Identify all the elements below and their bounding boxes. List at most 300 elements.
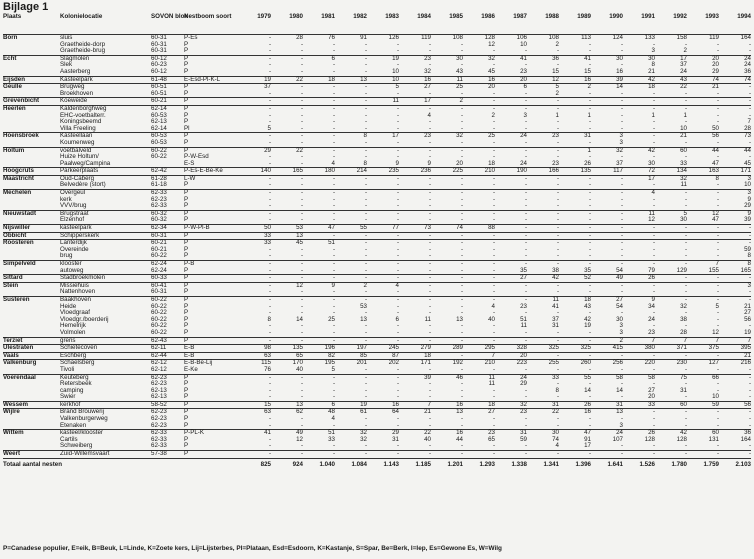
value-cell: - xyxy=(396,61,399,69)
value-cell: 235 xyxy=(367,168,399,176)
tree-cell: P xyxy=(184,147,239,154)
plaats-cell: Wijlre xyxy=(3,409,60,416)
location-cell: Eschberg xyxy=(60,352,151,360)
value-cell: - xyxy=(655,225,687,233)
value-cell: - xyxy=(239,98,271,106)
value-cell: 107 xyxy=(612,435,623,443)
value-cell: - xyxy=(527,282,559,289)
plaats-cell xyxy=(3,416,60,423)
value-cell: 195 xyxy=(303,360,335,367)
value-cell: - xyxy=(268,181,271,189)
value-cell: - xyxy=(300,124,303,132)
value-cell: - xyxy=(559,352,591,360)
sovon-cell: 60-22 xyxy=(151,252,167,260)
value-cell: - xyxy=(620,181,623,189)
value-cell: - xyxy=(495,98,527,106)
value-cell: - xyxy=(460,118,463,126)
value-cell: - xyxy=(303,275,335,283)
location-cell: klooster xyxy=(60,261,151,268)
value-cell: - xyxy=(460,421,463,429)
value-cell: - xyxy=(364,216,367,224)
value-cell: - xyxy=(687,352,719,360)
value-cell: - xyxy=(364,266,367,274)
value-cell: - xyxy=(591,232,623,240)
value-cell: - xyxy=(463,105,495,112)
total-value: 1.759 xyxy=(687,458,719,471)
table-row xyxy=(3,367,751,374)
value-cell: 31 xyxy=(680,386,687,394)
value-cell: - xyxy=(460,415,463,423)
value-cell: 56 xyxy=(687,133,719,140)
value-cell: - xyxy=(428,40,431,48)
plaats-cell: Echt xyxy=(3,55,60,62)
sovon-cell: 62-33 xyxy=(151,190,184,197)
value-cell: 82 xyxy=(303,352,335,360)
tree-cell: P xyxy=(184,451,239,459)
table-row xyxy=(3,113,751,120)
value-cell: - xyxy=(271,190,303,197)
value-cell: 21 xyxy=(744,302,751,310)
table-row xyxy=(3,62,751,69)
value-cell: - xyxy=(396,47,399,55)
value-cell: - xyxy=(591,225,623,233)
total-row xyxy=(3,458,751,471)
value-cell: 295 xyxy=(463,345,495,353)
total-value: 1.293 xyxy=(463,458,495,471)
value-cell: - xyxy=(524,195,527,203)
value-cell: - xyxy=(367,337,399,345)
value-cell: 7 xyxy=(399,401,431,409)
value-cell: 91 xyxy=(584,435,591,443)
location-cell: Brand Brouwerij xyxy=(60,409,151,416)
value-cell: - xyxy=(428,61,431,69)
table-row xyxy=(3,91,751,98)
value-cell: - xyxy=(588,61,591,69)
value-cell: 44 xyxy=(719,147,751,154)
value-cell: - xyxy=(239,190,271,197)
sovon-cell: 62-23 xyxy=(151,374,184,381)
value-cell: 35 xyxy=(520,266,527,274)
value-cell: 170 xyxy=(271,360,303,367)
value-cell: 26 xyxy=(623,275,655,283)
value-cell: 42 xyxy=(623,147,655,154)
value-cell: 12 xyxy=(271,282,303,289)
value-cell: - xyxy=(495,225,527,233)
value-cell: - xyxy=(591,240,623,247)
value-cell: 13 xyxy=(360,315,367,323)
value-cell: 7 xyxy=(655,337,687,345)
value-cell: - xyxy=(623,451,655,459)
value-cell: - xyxy=(460,40,463,48)
total-value: 1.201 xyxy=(431,458,463,471)
value-cell: 9 xyxy=(623,296,655,303)
value-cell: 12 xyxy=(712,328,719,336)
value-cell: - xyxy=(684,202,687,210)
col-year: 1992 xyxy=(673,13,687,20)
value-cell: - xyxy=(396,195,399,203)
value-cell: 4 xyxy=(427,111,431,119)
value-cell: - xyxy=(300,442,303,450)
location-cell: Lanterdijk xyxy=(60,240,151,247)
value-cell: - xyxy=(396,421,399,429)
value-cell: 36 xyxy=(527,55,559,62)
value-cell: - xyxy=(559,451,591,459)
tree-cell: P-Es xyxy=(184,34,198,41)
value-cell: 42 xyxy=(623,76,655,84)
value-cell: - xyxy=(268,322,271,330)
value-cell: 31 xyxy=(495,430,527,437)
table-row xyxy=(3,304,751,311)
value-cell: 35 xyxy=(584,266,591,274)
table-row xyxy=(3,55,751,62)
value-cell: 32 xyxy=(424,67,431,75)
value-cell: - xyxy=(559,261,591,268)
value-cell: - xyxy=(716,118,719,126)
value-cell: - xyxy=(399,261,431,268)
value-cell: 31 xyxy=(591,401,623,409)
value-cell: 115 xyxy=(239,360,271,367)
value-cell: - xyxy=(716,40,719,48)
value-cell: - xyxy=(684,138,687,146)
sovon-cell: 62-14 xyxy=(151,124,167,132)
value-cell: - xyxy=(303,133,335,140)
table-row xyxy=(3,161,751,168)
value-cell: 2 xyxy=(491,111,495,119)
value-cell: - xyxy=(431,337,463,345)
value-cell: 29 xyxy=(239,147,271,154)
value-cell: - xyxy=(620,216,623,224)
value-cell: - xyxy=(655,409,687,416)
value-cell: 98 xyxy=(239,345,271,353)
value-cell: - xyxy=(271,105,303,112)
tree-cell: P xyxy=(184,181,189,189)
value-cell: - xyxy=(588,421,591,429)
tree-cell: P xyxy=(184,40,189,48)
value-cell: 43 xyxy=(655,76,687,84)
value-cell: - xyxy=(588,40,591,48)
value-cell: 42 xyxy=(584,315,591,323)
sovon-cell: 62-43 xyxy=(151,337,184,345)
location-cell: Paalweg/Campina xyxy=(60,159,111,167)
value-cell: - xyxy=(556,288,559,296)
value-cell: 220 xyxy=(623,360,655,367)
value-cell: - xyxy=(591,261,623,268)
value-cell: 28 xyxy=(744,124,751,132)
value-cell: - xyxy=(396,153,399,161)
value-cell: - xyxy=(527,337,559,345)
value-cell: - xyxy=(399,451,431,459)
value-cell: - xyxy=(396,302,399,310)
value-cell: - xyxy=(559,282,591,289)
value-cell: 2 xyxy=(559,84,591,91)
value-cell: - xyxy=(620,195,623,203)
tree-cell: P-Es-E-Be-Ke xyxy=(184,168,239,176)
value-cell: - xyxy=(716,322,719,330)
value-cell: 87 xyxy=(367,352,399,360)
value-cell: - xyxy=(460,216,463,224)
value-cell: - xyxy=(463,451,495,459)
value-cell: 29 xyxy=(520,380,527,388)
sovon-cell: 57-38 xyxy=(151,451,184,459)
col-year: 1991 xyxy=(641,13,655,20)
value-cell: - xyxy=(396,111,399,119)
value-cell: 18 xyxy=(623,84,655,91)
value-cell: - xyxy=(495,240,527,247)
page-title: Bijlage 1 xyxy=(3,1,49,13)
value-cell: - xyxy=(428,380,431,388)
value-cell: 9 xyxy=(719,210,751,217)
value-cell: - xyxy=(719,296,751,303)
value-cell: - xyxy=(335,175,367,182)
value-cell: - xyxy=(332,216,335,224)
value-cell: 128 xyxy=(644,435,655,443)
value-cell: 63 xyxy=(239,352,271,360)
value-cell: - xyxy=(655,282,687,289)
value-cell: 56 xyxy=(744,315,751,323)
plaats-cell: Voerendaal xyxy=(3,374,60,381)
table-row xyxy=(3,374,751,381)
total-value: 825 xyxy=(239,458,271,471)
location-cell: Nattenhoven xyxy=(60,288,96,296)
location-cell: Villa Freeling xyxy=(60,124,96,132)
total-value: 1.084 xyxy=(335,458,367,471)
tree-cell: P xyxy=(184,55,239,62)
sovon-cell: 62-23 xyxy=(151,195,167,203)
tree-cell: E-B xyxy=(184,345,239,353)
location-cell: Vloedgraaf xyxy=(60,309,90,317)
value-cell: 23 xyxy=(520,67,527,75)
table-row xyxy=(3,119,751,126)
value-cell: 45 xyxy=(488,67,495,75)
value-cell: - xyxy=(716,138,719,146)
value-cell: - xyxy=(527,352,559,360)
location-cell: kasteelpark xyxy=(60,225,151,233)
value-cell: - xyxy=(588,365,591,373)
value-cell: 11 xyxy=(520,322,527,330)
value-cell: 9 xyxy=(747,195,751,203)
value-cell: - xyxy=(300,266,303,274)
value-cell: - xyxy=(652,118,655,126)
value-cell: - xyxy=(300,153,303,161)
value-cell: - xyxy=(556,309,559,317)
value-cell: 3 xyxy=(719,175,751,182)
sovon-cell: 60-22 xyxy=(151,296,184,303)
value-cell: 128 xyxy=(676,435,687,443)
value-cell: - xyxy=(620,153,623,161)
value-cell: - xyxy=(524,421,527,429)
table-row xyxy=(3,388,751,395)
table-row xyxy=(3,98,751,106)
value-cell: 29 xyxy=(712,67,719,75)
value-cell: - xyxy=(620,415,623,423)
value-cell: - xyxy=(655,232,687,240)
table-row xyxy=(3,275,751,283)
value-cell: 20 xyxy=(495,352,527,360)
value-cell: 415 xyxy=(591,345,623,353)
plaats-cell xyxy=(3,437,60,444)
value-cell: 3 xyxy=(719,282,751,289)
value-cell: - xyxy=(332,195,335,203)
value-cell: - xyxy=(268,89,271,97)
value-cell: 24 xyxy=(648,315,655,323)
table-row xyxy=(3,210,751,217)
value-cell: - xyxy=(332,181,335,189)
value-cell: 13 xyxy=(271,401,303,409)
value-cell: - xyxy=(652,124,655,132)
value-cell: 22 xyxy=(527,409,559,416)
value-cell: - xyxy=(460,380,463,388)
value-cell: - xyxy=(588,216,591,224)
value-cell: - xyxy=(495,451,527,459)
table-row xyxy=(3,217,751,224)
table-row xyxy=(3,197,751,204)
tree-cell: P xyxy=(184,415,189,423)
sovon-cell: 62-23 xyxy=(151,415,167,423)
value-cell: - xyxy=(332,421,335,429)
value-cell: 25 xyxy=(463,133,495,140)
plaats-cell: Susteren xyxy=(3,296,60,303)
value-cell: - xyxy=(460,322,463,330)
value-cell: 11 xyxy=(431,76,463,84)
value-cell: - xyxy=(396,266,399,274)
sovon-cell: 62-13 xyxy=(151,393,167,401)
value-cell: 53 xyxy=(360,302,367,310)
value-cell: - xyxy=(396,442,399,450)
plaats-cell: Born xyxy=(3,34,18,41)
location-cell: Hemelrijk xyxy=(60,322,86,330)
value-cell: - xyxy=(559,337,591,345)
value-cell: 74 xyxy=(719,76,751,84)
sovon-cell: 60-53 xyxy=(151,133,184,140)
value-cell: 135 xyxy=(559,168,591,176)
value-cell: - xyxy=(364,195,367,203)
value-cell: - xyxy=(239,374,271,381)
value-cell: 47 xyxy=(559,430,591,437)
value-cell: - xyxy=(620,365,623,373)
value-cell: 51 xyxy=(303,240,335,247)
location-cell: Aasterberg xyxy=(60,67,91,75)
value-cell: 201 xyxy=(335,360,367,367)
value-cell: - xyxy=(300,245,303,253)
sovon-cell: 60-12 xyxy=(151,55,184,62)
location-cell: Belvedère (stort) xyxy=(60,181,106,189)
sovon-cell: 60-53 xyxy=(151,111,167,119)
value-cell: - xyxy=(623,282,655,289)
tree-cell: P xyxy=(184,61,189,69)
value-cell: 30 xyxy=(591,55,623,62)
value-cell: 10 xyxy=(680,124,687,132)
value-cell: - xyxy=(303,451,335,459)
value-cell: - xyxy=(492,421,495,429)
value-cell: 3 xyxy=(591,133,623,140)
value-cell: - xyxy=(364,153,367,161)
sovon-cell: 60-23 xyxy=(151,61,167,69)
value-cell: - xyxy=(460,138,463,146)
value-cell: 33 xyxy=(239,232,271,240)
value-cell: 14 xyxy=(296,315,303,323)
value-cell: - xyxy=(492,365,495,373)
value-cell: - xyxy=(556,202,559,210)
location-cell: Swier xyxy=(60,393,76,401)
sovon-cell: 60-22 xyxy=(151,153,167,161)
location-cell: Graetheide-brug xyxy=(60,47,106,55)
value-cell: - xyxy=(268,195,271,203)
value-cell: 140 xyxy=(239,168,271,176)
value-cell: 24 xyxy=(495,133,527,140)
plaats-cell: Wittem xyxy=(3,430,60,437)
value-cell: - xyxy=(300,181,303,189)
value-cell: - xyxy=(716,288,719,296)
value-cell: - xyxy=(687,105,719,112)
table-row xyxy=(3,190,751,197)
value-cell: 5 xyxy=(367,84,399,91)
value-cell: - xyxy=(396,322,399,330)
value-cell: - xyxy=(268,421,271,429)
table-row xyxy=(3,48,751,55)
value-cell: - xyxy=(335,232,367,240)
value-cell: - xyxy=(460,252,463,260)
value-cell: 37 xyxy=(239,84,271,91)
value-cell: - xyxy=(300,386,303,394)
sovon-cell: 62-23 xyxy=(151,421,167,429)
value-cell: - xyxy=(428,365,431,373)
value-cell: - xyxy=(492,153,495,161)
value-cell: - xyxy=(463,210,495,217)
value-cell: - xyxy=(367,275,399,283)
value-cell: - xyxy=(396,386,399,394)
value-cell: 38 xyxy=(680,315,687,323)
col-year: 1988 xyxy=(545,13,559,20)
value-cell: - xyxy=(271,55,303,62)
total-value: 1.185 xyxy=(399,458,431,471)
table-row xyxy=(3,225,751,233)
value-cell: 279 xyxy=(399,345,431,353)
location-cell: Slagmolen xyxy=(60,55,151,62)
value-cell: - xyxy=(428,266,431,274)
value-cell: - xyxy=(300,393,303,401)
value-cell: - xyxy=(239,133,271,140)
value-cell: 3 xyxy=(619,138,623,146)
value-cell: 7 xyxy=(747,118,751,126)
value-cell: - xyxy=(492,386,495,394)
value-cell: - xyxy=(268,159,271,167)
value-cell: 60 xyxy=(687,430,719,437)
value-cell: - xyxy=(652,245,655,253)
tree-cell: P xyxy=(184,84,239,91)
value-cell: 325 xyxy=(527,345,559,353)
value-cell: - xyxy=(524,328,527,336)
value-cell: - xyxy=(588,245,591,253)
value-cell: - xyxy=(399,147,431,154)
value-cell: 7 xyxy=(623,337,655,345)
value-cell: 32 xyxy=(335,430,367,437)
plaats-cell xyxy=(3,247,60,254)
value-cell: 65 xyxy=(271,352,303,360)
value-cell: 9 xyxy=(303,282,335,289)
location-cell: camping xyxy=(60,386,84,394)
col-year: 1986 xyxy=(481,13,495,20)
value-cell: 13 xyxy=(271,232,303,240)
value-cell: 73 xyxy=(399,225,431,233)
value-cell: - xyxy=(268,47,271,55)
location-cell: Volmolen xyxy=(60,328,86,336)
colony-table xyxy=(3,14,751,471)
value-cell: - xyxy=(460,202,463,210)
value-cell: 24 xyxy=(591,430,623,437)
value-cell: - xyxy=(428,288,431,296)
plaats-cell xyxy=(3,69,60,76)
value-cell: 2 xyxy=(335,282,367,289)
